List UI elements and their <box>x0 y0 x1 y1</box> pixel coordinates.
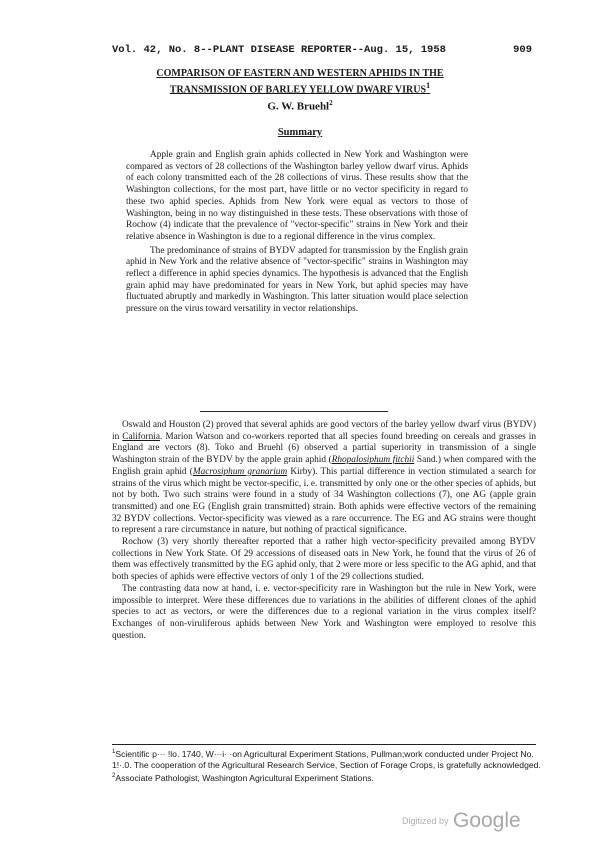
p1-part-b: . Marion Watson and co-workers reported that all species found breeding on cereals and grasses in England are vectors (8). Toko and Bruehl (6) observed a partial superiority in transmission of a single Washington strain of the BYDV by the apple grain aphid ( <box>112 431 536 466</box>
running-header <box>112 44 532 56</box>
author-footnote-mark: 2 <box>329 99 333 107</box>
p1-california: California <box>122 431 160 442</box>
author <box>200 99 400 113</box>
p1-part-c: Sand.) when compared with the English grain aphid ( <box>112 455 536 477</box>
body-paragraph-1 <box>112 420 536 537</box>
title-line-1: COMPARISON OF EASTERN AND WESTERN APHIDS IN THE <box>156 68 444 79</box>
footnote-1 <box>112 747 542 771</box>
article-title <box>100 68 500 96</box>
p1-part-a: Oswald and Houston (2) proved that several aphids are good vectors of the barley yellow dwarf virus (BYDV) in <box>112 420 536 442</box>
footnote-2-mark: 2 <box>112 772 116 779</box>
footnote-2-text: Associate Pathologist, Washington Agricultural Experiment Stations. <box>115 772 374 783</box>
digitized-watermark <box>402 809 521 833</box>
title-line-2 <box>100 80 500 96</box>
title-line-2-text: TRANSMISSION OF BARLEY YELLOW DWARF VIRUS <box>169 84 427 96</box>
body-paragraph-3: The contrasting data now at hand, i. e. vector-specificity rare in Washington but the rule in New York, were impossible to interpret. Were these differences due to variations in the abilities of different clones of the aphid species to act as vectors, or were the differences due to a regional variation in the virus complex itself? Exchanges of non-viruliferous aphids between New York and Washington were employed to resolve this question. <box>112 583 536 641</box>
title-footnote-mark: 1 <box>426 81 431 90</box>
p1-part-d: Kirby). This partial difference in vection stimulated a search for strains of the virus which might be vector-specific, i. e. transmitted by only one or the other species of aphids, but not by both. Two such strains were found in a study of 34 Washington collections (7), one AG (apple grain transmitted) and one EG (English grain transmitted) strain. Both aphids were effective vectors of the remaining 32 BYDV collections. Vector-specificity was viewed as a rare occurrence. The EG and AG strains were thought to represent a rare circumstance in nature, but nothing of practical significance. <box>112 466 537 536</box>
journal-citation: Vol. 42, No. 8--PLANT DISEASE REPORTER--Aug. 15, 1958 <box>112 44 446 56</box>
footnote-1-mark: 1 <box>112 749 116 755</box>
body-text <box>112 420 536 642</box>
footnote-1-text: Scientific p··· !lo. 1740, W···i· ·on Agricultural Experiment Stations, Pullman;work conducted under Project No. 1!·.0. The cooperation of the Agricultural Research Service, Section of Forage Crops, is gratefully acknowledged. <box>112 748 541 770</box>
footnotes <box>112 747 542 784</box>
summary-section <box>126 150 468 318</box>
p1-macrosiphum: Macrosiphum granarium <box>192 466 288 477</box>
summary-paragraph-1: Apple grain and English grain aphids collected in New York and Washington were compared as vectors of 28 collections of the Washington barley yellow dwarf virus. Aphids of each colony transmitted each of the 28 collections of virus. These results show that the Washington collections, for the most part, have little or no vector specificity in regard to these two aphid species. Aphids from New York were equal as vectors to those of Washington, being in no way distinguished in these tests. These observations with those of Rochow (4) indicate that the prevalence of "vector-specific" strains in New York and their relative absence in Washington is due to a regional difference in the virus complex. <box>126 150 468 242</box>
author-name: G. W. Bruehl <box>267 100 330 113</box>
p1-rhopalosiphum: Rhopalosiphum fitchii <box>331 455 415 466</box>
footnote-divider <box>112 744 536 745</box>
watermark-prefix: Digitized by <box>402 816 449 826</box>
google-logo: Google <box>452 809 521 832</box>
summary-heading: Summary <box>277 127 323 138</box>
summary-paragraph-2: The predominance of strains of BYDV adapted for transmission by the English grain aphid in New York and the relative absence of "vector-specific" strains in Washington may reflect a difference in aphid species dynamics. The hypothesis is advanced that the English grain aphid may have predominated for years in New York, but aphid species may have fluctuated abruptly and markedly in Washington. This latter situation would place selection pressure on the virus toward versatility in vector relationships. <box>126 245 468 315</box>
footnote-2 <box>112 771 542 784</box>
body-paragraph-2: Rochow (3) very shortly thereafter reported that a rather high vector-specificity prevailed among BYDV collections in New York State. Of 29 accessions of diseased oats in New York, he found that the virus of 26 of them was effectively transmitted by the EG aphid only, that 2 were more or less specific to the AG aphid, and that both species of aphids were effective vectors of only 1 of the 29 collections studied. <box>112 537 536 583</box>
page-number: 909 <box>513 44 532 56</box>
section-divider <box>200 411 388 412</box>
